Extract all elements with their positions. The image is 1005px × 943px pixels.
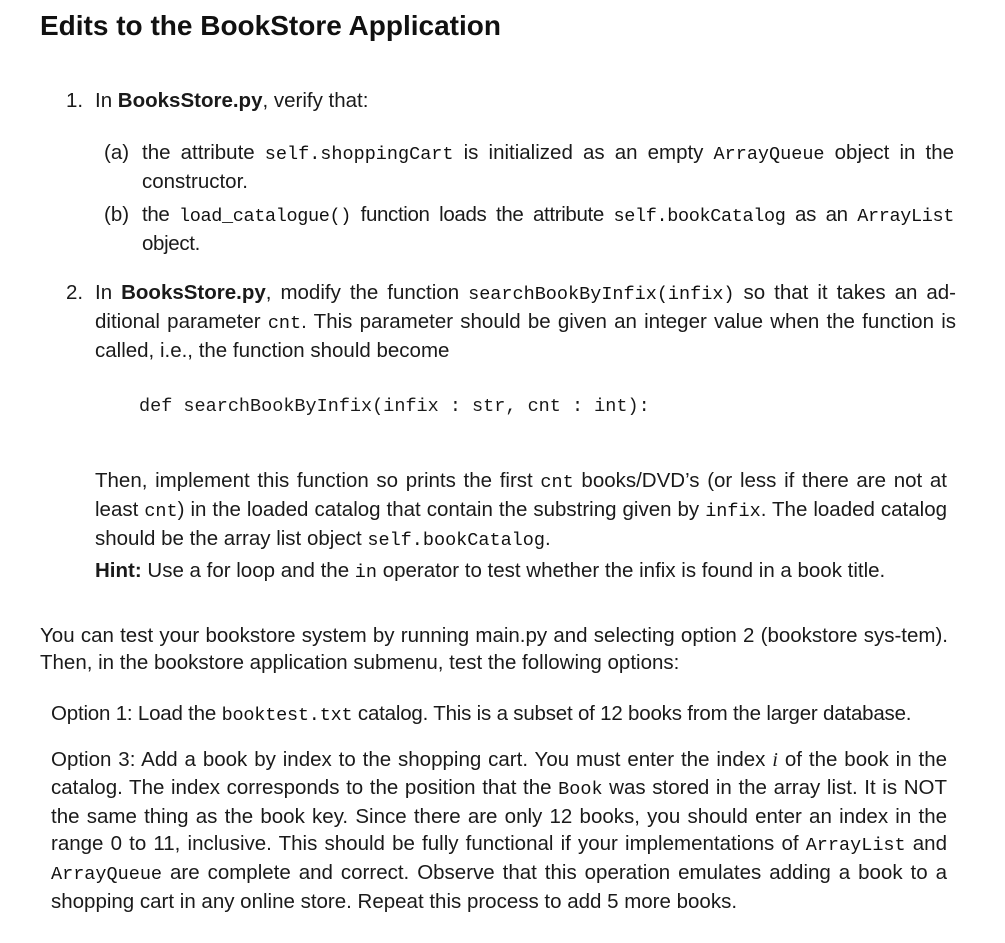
code-booktest-txt: booktest.txt [221,705,353,726]
code-self-bookcatalog: self.bookCatalog [367,530,545,551]
code-cnt: cnt [540,472,574,493]
item-1-text: In BooksStore.py, verify that: [95,89,369,112]
code-load-catalogue: load_catalogue() [179,206,352,227]
code-book: Book [558,779,603,800]
code-cnt: cnt [144,501,178,522]
item-number: 2. [66,281,84,304]
code-infix: infix [705,501,761,522]
code-cnt: cnt [267,313,302,334]
code-block: def searchBookByInfix(infix : str, cnt : int): [139,396,650,417]
code-in: in [354,562,378,583]
sublist-item-a [104,139,954,195]
item-number: 1. [66,89,84,112]
code-self-shoppingcart: self.shoppingCart [264,144,454,165]
list-item-2 [66,279,956,364]
sub-item-a-text: the attribute self.shoppingCart is initialized as an empty ArrayQueue object in the constructor. [142,141,955,193]
code-arraylist: ArrayList [857,206,955,227]
hint-paragraph: Hint: Use a for loop and the in operator to test whether the infix is found in a book title. [95,559,886,583]
filename: BooksStore.py [117,89,263,112]
page-title: Edits to the BookStore Application [40,10,501,41]
list-item-1 [66,87,956,114]
option-3-paragraph: Option 3: Add a book by index to the shopping cart. You must enter the index i of the book in the catalog. The index corresponds to the position that the Book was stored in the array list. It is NOT the same thing as the book key. Since there are only 12 books, you should enter an index in the range 0 to 11, inclusive. This should be fully functional if your implementations of ArrayList and ArrayQueue are complete and correct. Observe that this operation emulates adding a book to a shopping cart in any online store. Repeat this process to add 5 more books. [51,748,947,913]
hint-label: Hint: [95,559,142,582]
item-2-text: In BooksStore.py, modify the function searchBookByInfix(infix) so that it takes an ad-ditional parameter cnt. This parameter should be given an integer value when the function is called, i.e., the function should become [95,281,956,362]
code-self-bookcatalog: self.bookCatalog [613,206,786,227]
testing-paragraph: You can test your bookstore system by running main.py and selecting option 2 (bookstore sys-tem). Then, in the bookstore application submenu, test the following options: [40,624,948,674]
code-searchbookbyinfix: searchBookByInfix(infix) [468,284,735,305]
code-arrayqueue: ArrayQueue [51,864,163,885]
filename: BooksStore.py [121,281,266,304]
code-arrayqueue: ArrayQueue [713,144,825,165]
implementation-paragraph: Then, implement this function so prints the first cnt books/DVD’s (or less if there are not at least cnt) in the loaded catalog that contain the substring given by infix. The loaded catalog should be the array list object self.bookCatalog. [95,469,948,551]
index-variable: i [772,749,778,771]
option-1-paragraph: Option 1: Load the booktest.txt catalog. This is a subset of 12 books from the larger database. [51,702,912,726]
sublist-item-b [104,201,954,257]
code-arraylist: ArrayList [805,835,906,856]
sub-label: (b) [104,203,130,226]
sub-label: (a) [104,141,130,164]
sub-item-b-text: the load_catalogue() function loads the attribute self.bookCatalog as an ArrayList object. [142,203,955,255]
